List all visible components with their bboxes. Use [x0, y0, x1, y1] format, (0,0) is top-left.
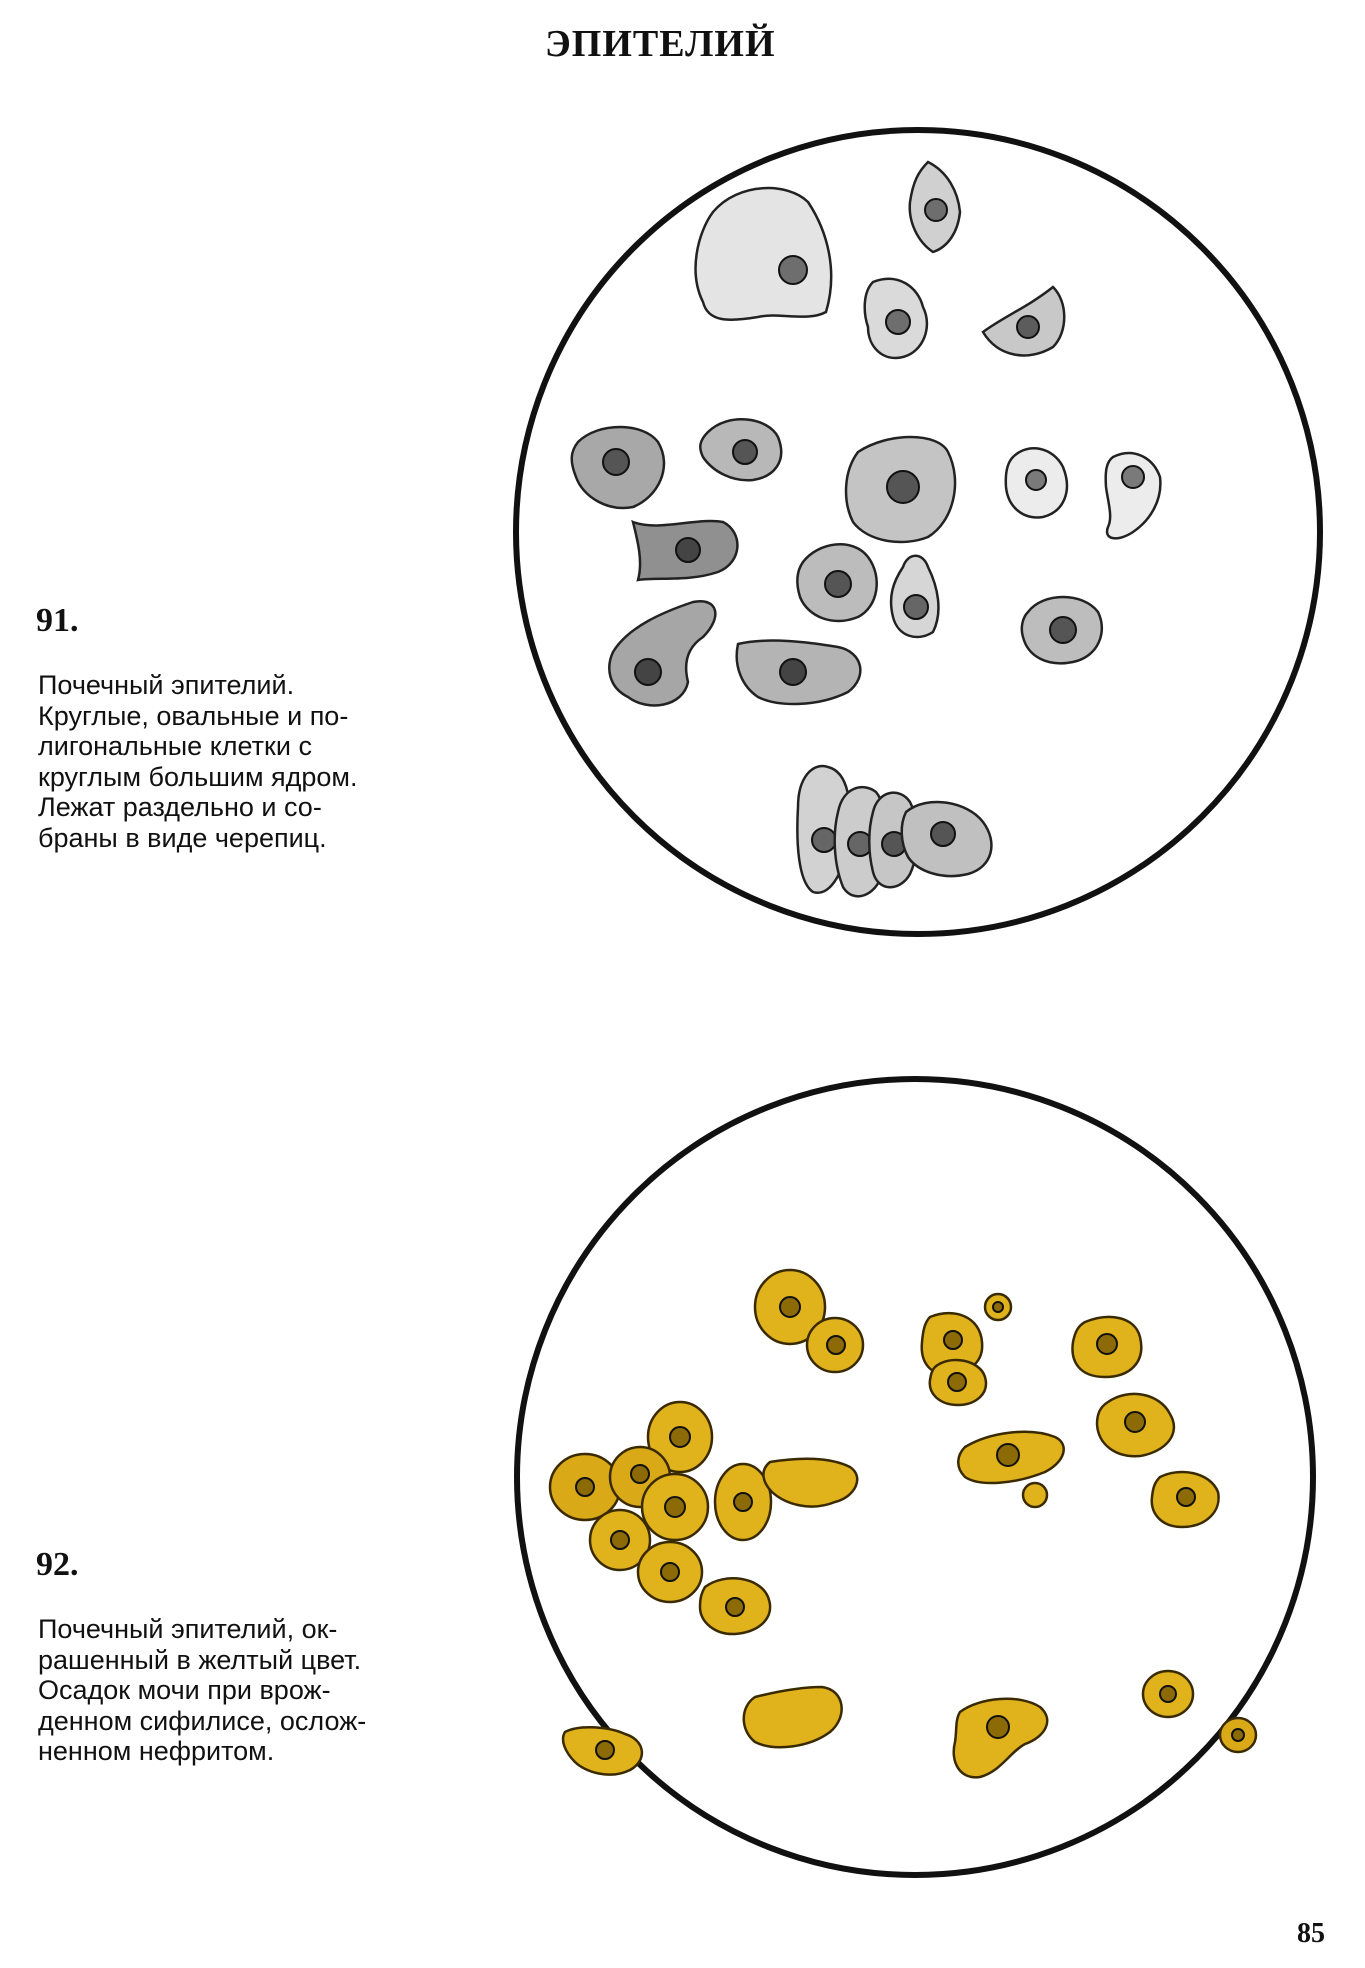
cell-nucleus — [635, 659, 661, 685]
caption-line: лигональные клетки с — [38, 731, 312, 761]
caption-line: браны в виде черепиц. — [38, 822, 327, 853]
cell-nucleus — [734, 1493, 752, 1511]
caption-line: ненном нефритом. — [38, 1736, 275, 1766]
cell-nucleus — [1017, 316, 1039, 338]
cell-nucleus — [812, 828, 836, 852]
page-number: 85 — [1297, 1918, 1325, 1949]
cell-nucleus — [676, 538, 700, 562]
cell — [1023, 1483, 1047, 1507]
cell-nucleus — [631, 1465, 649, 1483]
cell-nucleus — [670, 1427, 690, 1447]
microscope-field-yellow-cells-icon — [510, 1072, 1320, 1882]
cell-nucleus — [1177, 1488, 1195, 1506]
cell-nucleus — [661, 1563, 679, 1581]
cell-nucleus — [997, 1444, 1019, 1466]
cell-nucleus — [726, 1598, 744, 1616]
cell-nucleus — [1232, 1729, 1244, 1741]
cell-nucleus — [827, 1336, 845, 1354]
cell-nucleus — [1097, 1334, 1117, 1354]
cell-nucleus — [1050, 617, 1076, 643]
page-title: ЭПИТЕЛИЙ — [545, 23, 776, 65]
cell-nucleus — [665, 1497, 685, 1517]
figure-91-number: 91. — [36, 602, 79, 639]
cell-nucleus — [611, 1531, 629, 1549]
figure-92-number: 92. — [36, 1546, 79, 1583]
cell-nucleus — [825, 571, 851, 597]
caption-line: Почечный эпителий. — [38, 670, 295, 700]
cell-nucleus — [931, 822, 955, 846]
cell-nucleus — [596, 1741, 614, 1759]
cell-nucleus — [925, 199, 947, 221]
cell-nucleus — [948, 1373, 966, 1391]
cell-nucleus — [886, 310, 910, 334]
cell-nucleus — [780, 1297, 800, 1317]
microscope-field-gray-cells-icon — [508, 122, 1328, 942]
cell-nucleus — [1125, 1412, 1145, 1432]
cell-nucleus — [733, 440, 757, 464]
cell-nucleus — [1026, 470, 1046, 490]
cell-nucleus — [576, 1478, 594, 1496]
caption-line: Почечный эпителий, ок- — [38, 1614, 338, 1644]
cell-nucleus — [944, 1331, 962, 1349]
caption-line: Лежат раздельно и со- — [38, 792, 322, 822]
figure-92-caption — [38, 1614, 462, 1767]
cell-nucleus — [887, 471, 919, 503]
cell-nucleus — [904, 595, 928, 619]
caption-line: денном сифилисе, ослож- — [38, 1705, 367, 1736]
cell-nucleus — [779, 256, 807, 284]
cell-nucleus — [780, 659, 806, 685]
cell-nucleus — [993, 1302, 1003, 1312]
caption-line: рашенный в желтый цвет. — [38, 1644, 362, 1675]
caption-line: круглым большим ядром. — [38, 761, 358, 792]
caption-line: Круглые, овальные и по- — [38, 700, 349, 731]
cell — [696, 188, 832, 320]
cell-nucleus — [603, 449, 629, 475]
cell-nucleus — [1122, 466, 1144, 488]
cell-nucleus — [987, 1716, 1009, 1738]
caption-line: Осадок мочи при врож- — [38, 1675, 331, 1705]
figure-91-caption — [38, 670, 462, 853]
cell-nucleus — [1160, 1686, 1176, 1702]
